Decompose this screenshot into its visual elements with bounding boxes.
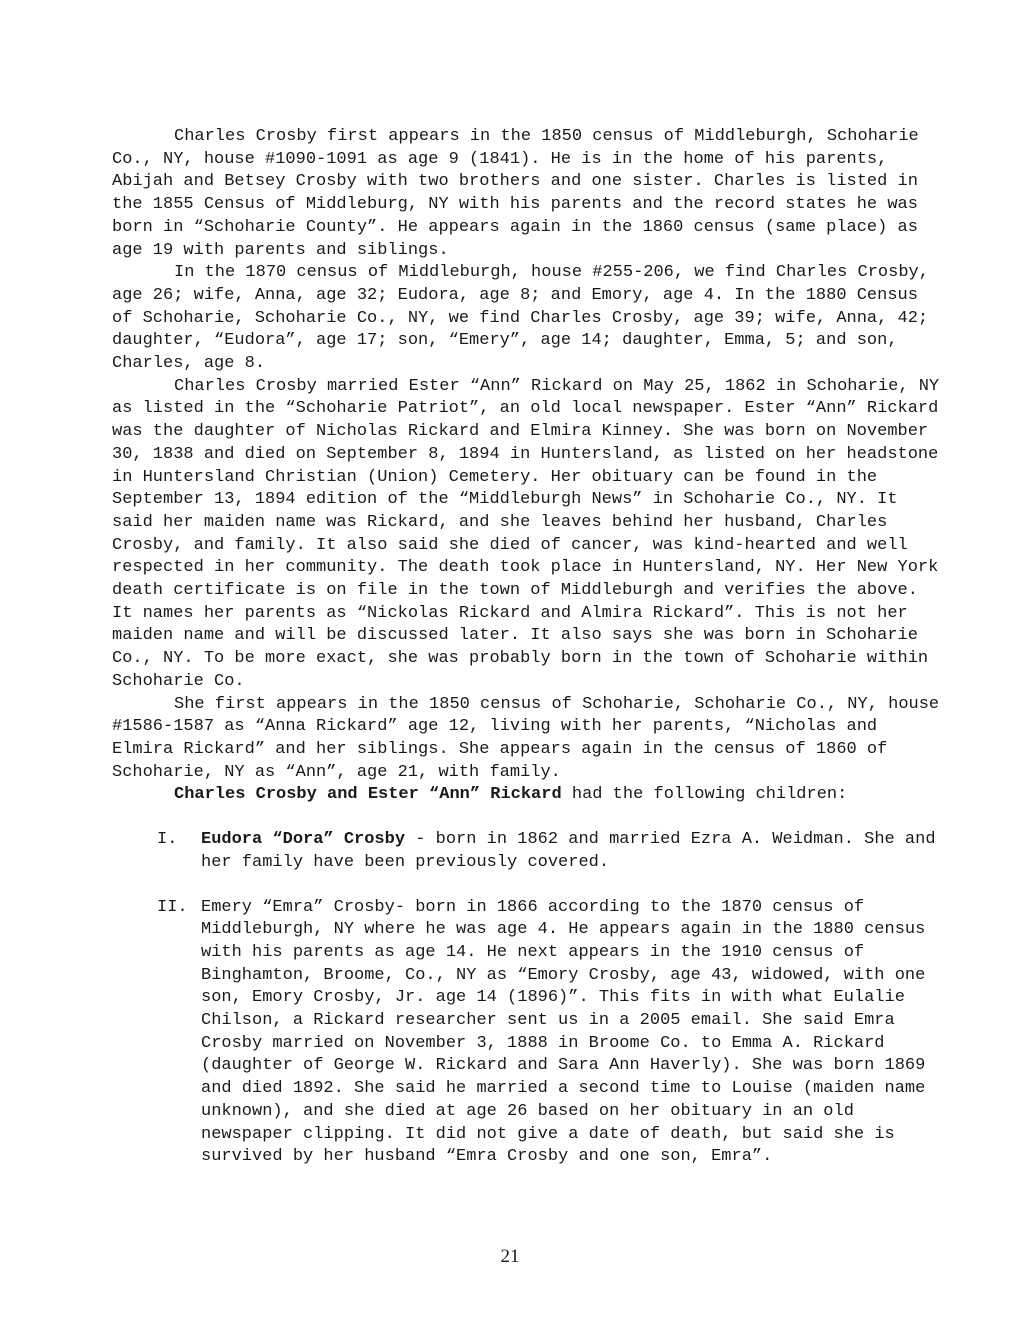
parents-names: Charles Crosby and Ester “Ann” Rickard [174,785,562,805]
paragraph-ester-census: She first appears in the 1850 census of Schoharie, Schoharie Co., NY, house #1586-1587 as “Anna Rickard” age 12, living with her parents, “Nicholas and Elmira Rickard” and her siblings. She appears again in the census of 1860 of Schoharie, NY as “Ann”, age 21, with family. [112,694,940,782]
child-item-eudora [112,829,942,874]
children-intro-text: had the following children: [561,785,848,805]
page-number: 21 [500,1246,520,1267]
paragraph-1870-1880-census: In the 1870 census of Middleburgh, house #255-206, we find Charles Crosby, age 26; wife, Anna, age 32; Eudora, age 8; and Emory, age 4. In the 1880 Census of Schoharie, Schoharie Co., NY, we find Charles Crosby, age 39; wife, Anna, 42; daughter, “Eudora”, age 17; son, “Emery”, age 14; daughter, Emma, 5; and son, Charles, age 8. [112,263,929,374]
document-body [112,126,942,1169]
paragraph-children-intro [112,784,942,807]
child-description: Emery “Emra” Crosby- born in 1866 according to the 1870 census of Middleburgh, NY where he was age 4. He appears again in the 1880 census with his parents as age 14. He next appears in the 1910 census of Binghamton, Broome, Co., NY as “Emory Crosby, age 43, widowed, with one son, Emory Crosby, Jr. age 14 (1896)”. This fits in with what Eulalie Chilson, a Rickard researcher sent us in a 2005 email. She said Emra Crosby married on November 3, 1888 in Broome Co. to Emma A. Rickard (daughter of George W. Rickard and Sara Ann Haverly). She was born 1869 and died 1892. She said he married a second time to Louise (maiden name unknown), and she died at age 26 based on her obituary in an old newspaper clipping. It did not give a date of death, but said she is survived by her husband “Emra Crosby and one son, Emra”. [201,897,926,1167]
paragraph-charles-census: Charles Crosby first appears in the 1850 census of Middleburgh, Schoharie Co., NY, house #1090-1091 as age 9 (1841). He is in the home of his parents, Abijah and Betsey Crosby with two brothers and one sister. Charles is listed in the 1855 Census of Middleburg, NY with his parents and the record states he was born in “Schoharie County”. He appears again in the 1860 census (same place) as age 19 with parents and siblings. [112,127,919,260]
paragraph-marriage-ester: Charles Crosby married Ester “Ann” Rickard on May 25, 1862 in Schoharie, NY as listed in the “Schoharie Patriot”, an old local newspaper. Ester “Ann” Rickard was the daughter of Nicholas Rickard and Elmira Kinney. She was born on November 30, 1838 and died on September 8, 1894 in Huntersland, as listed on her headstone in Huntersland Christian (Union) Cemetery. Her obituary can be found in the September 13, 1894 edition of the “Middleburgh News” in Schoharie Co., NY. It said her maiden name was Rickard, and she leaves behind her husband, Charles Crosby, and family. It also said she died of cancer, was kind-hearted and well respected in her community. The death took place in Huntersland, NY. Her New York death certificate is on file in the town of Middleburgh and verifies the above. It names her parents as “Nickolas Rickard and Almira Rickard”. This is not her maiden name and will be discussed later. It also says she was born in Schoharie Co., NY. To be more exact, she was probably born in the town of Schoharie within Schoharie Co. [112,376,940,691]
child-description: - born in 1862 and married Ezra A. Weidman. She and her family have been previously covered. [201,830,936,872]
child-item-emery [112,897,942,1169]
list-numeral: I. [157,830,178,850]
list-numeral: II. [157,897,188,917]
child-name: Eudora “Dora” Crosby [201,830,406,850]
